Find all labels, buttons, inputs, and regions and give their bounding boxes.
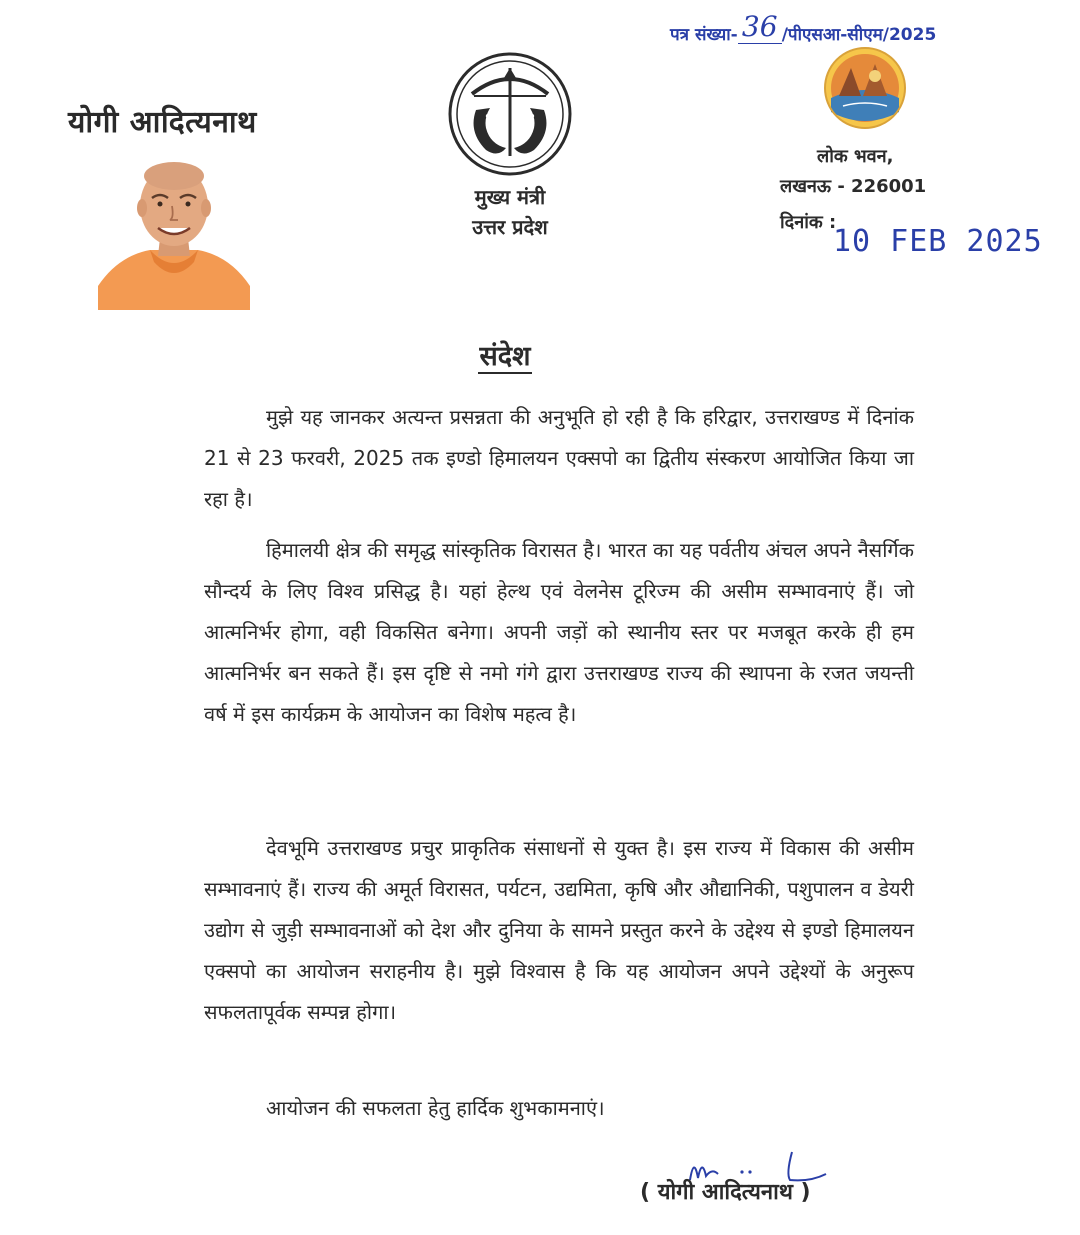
- address-block: [780, 142, 926, 202]
- portrait-photo: [98, 158, 250, 310]
- ref-number: 36: [738, 10, 782, 44]
- mahakumbh-logo: [821, 46, 909, 130]
- sender-name: योगी आदित्यनाथ: [68, 105, 257, 140]
- address-line2: लखनऊ - 226001: [780, 176, 927, 197]
- letter-heading-text: संदेश: [479, 341, 531, 372]
- up-government-emblem: [446, 48, 574, 180]
- paragraph-1: मुझे यह जानकर अत्यन्त प्रसन्नता की अनुभूति हो रही है कि हरिद्वार, उत्तराखण्ड में दिनांक 21 से 23 फरवरी, 2025 तक इण्डो हिमालयन एक्सपो का द्वितीय संस्करण आयोजित किया जा रहा है।: [204, 405, 914, 511]
- office-title-line2: उत्तर प्रदेश: [472, 215, 548, 239]
- office-title-line1: मुख्य मंत्री: [474, 185, 546, 209]
- ref-prefix: पत्र संख्या-: [670, 25, 738, 45]
- letter-heading: [0, 336, 1010, 373]
- office-title: [450, 182, 570, 242]
- paragraph-4: आयोजन की सफलता हेतु हार्दिक शुभकामनाएं।: [266, 1096, 605, 1120]
- ref-suffix: /पीएसआ-सीएम/2025: [781, 25, 937, 45]
- address-line1: लोक भवन,: [817, 146, 894, 167]
- paragraph-2: हिमालयी क्षेत्र की समृद्ध सांस्कृतिक विरासत है। भारत का यह पर्वतीय अंचल अपने नैसर्गिक सौन्दर्य के लिए विश्व प्रसिद्ध है। यहां हेल्थ एवं वेलनेस टूरिज्म की असीम सम्भावनाएं हैं। जो आत्मनिर्भर होगा, वही विकसित बनेगा। अपनी जड़ों को स्थानीय स्तर पर मजबूत करके ही हम आत्मनिर्भर बन सकते हैं। इस दृष्टि से नमो गंगे द्वारा उत्तराखण्ड राज्य की स्थापना के रजत जयन्ती वर्ष में इस कार्यक्रम के आयोजन का विशेष महत्व है।: [204, 538, 914, 726]
- date-stamp: 10 FEB 2025: [833, 224, 1043, 259]
- date-label: दिनांक :: [780, 212, 837, 233]
- paragraph-3: देवभूमि उत्तराखण्ड प्रचुर प्राकृतिक संसाधनों से युक्त है। इस राज्य में विकास की असीम सम्भावनाएं हैं। राज्य की अमूर्त विरासत, पर्यटन, उद्यमिता, कृषि और औद्यानिकी, पशुपालन व डेयरी उद्योग से जुड़ी सम्भावनाओं को देश और दुनिया के सामने प्रस्तुत करने के उद्देश्य से इण्डो हिमालयन एक्सपो का आयोजन सराहनीय है। मुझे विश्वास है कि यह आयोजन अपने उद्देश्यों के अनुरूप सफलतापूर्वक सम्पन्न होगा।: [204, 836, 914, 1024]
- letter-reference: [670, 10, 937, 48]
- signatory-name: ( योगी आदित्यनाथ ): [640, 1180, 811, 1205]
